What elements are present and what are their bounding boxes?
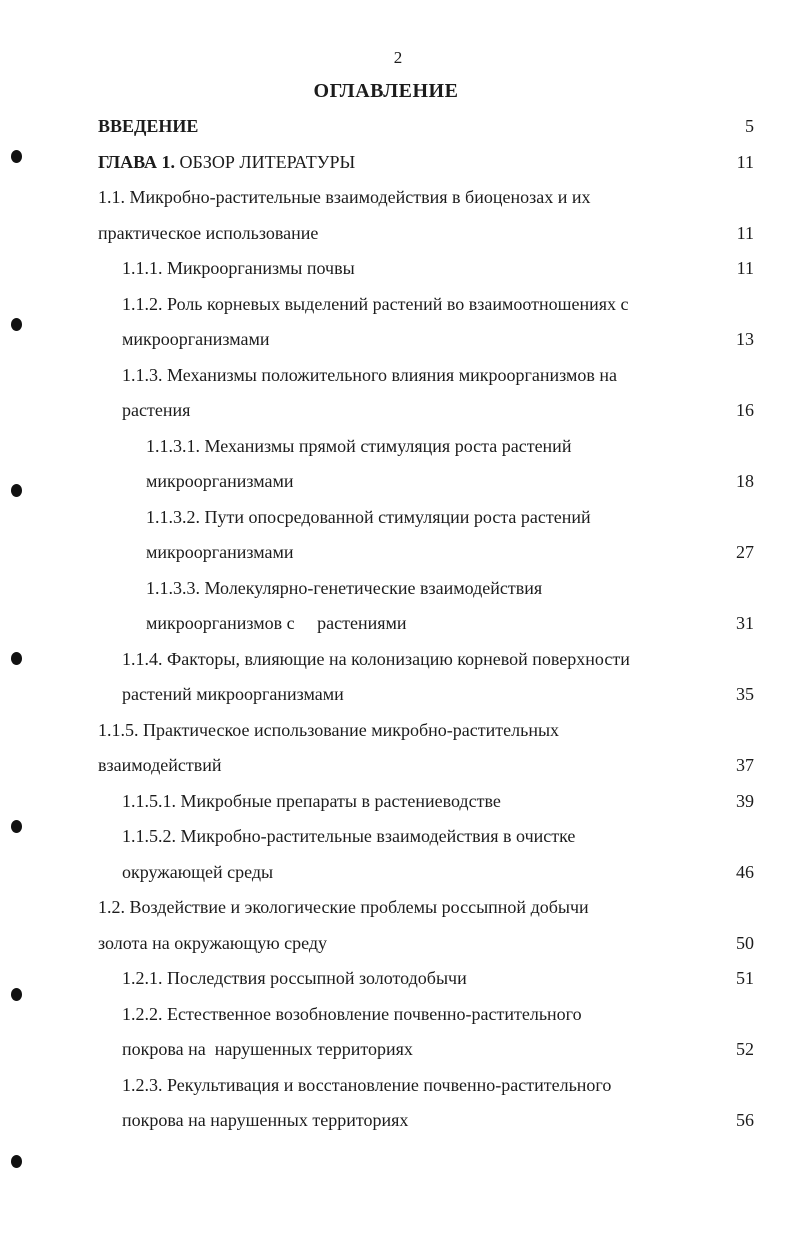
toc-entry-page: 37 — [736, 755, 754, 775]
toc-entry-1-1-3 — [0, 358, 796, 394]
toc-entry-label-line1: 1.1.3.1. Механизмы прямой стимуляция роста растений — [146, 435, 572, 456]
toc-entry-label-line2: микроорганизмами — [122, 329, 270, 349]
toc-entry-1-1-2-cont — [0, 322, 796, 358]
toc-entry-page: 31 — [736, 613, 754, 633]
toc-entry-label — [98, 145, 355, 181]
toc-entry-1-1-3-3-cont — [0, 606, 796, 642]
toc-entry-page: 50 — [736, 932, 754, 953]
toc-entry-page: 56 — [736, 1110, 754, 1130]
toc-entry-1-1-5-2 — [0, 819, 796, 855]
toc-entry-label-line1: 1.2.3. Рекультивация и восстановление почвенно-растительного — [122, 1074, 612, 1095]
toc-entry-label-line1: 1.1.3. Механизмы положительного влияния микроорганизмов на — [122, 364, 617, 385]
toc-entry-label: ВВЕДЕНИЕ — [98, 116, 199, 136]
toc-entry-1-2-3 — [0, 1068, 796, 1104]
toc-entry-page: 5 — [745, 116, 754, 136]
toc-entry-1-2-cont — [0, 926, 796, 962]
toc-entry-1-1-1 — [0, 251, 796, 287]
toc-entry-1-2-2 — [0, 997, 796, 1033]
toc-entry-label-line2: микроорганизмов с растениями — [146, 613, 407, 633]
toc-entry-label: 1.1.1. Микроорганизмы почвы — [122, 258, 355, 278]
toc-entry-label: 1.2.1. Последствия россыпной золотодобычи — [122, 968, 467, 988]
toc-entry-page: 27 — [736, 542, 754, 562]
toc-entry-label-line2: микроорганизмами — [146, 471, 294, 491]
toc-entry-label-line2: покрова на нарушенных территориях — [122, 1110, 409, 1130]
toc-entry-introduction — [0, 109, 796, 145]
toc-entry-1-1-3-2-cont — [0, 535, 796, 571]
toc-entry-1-2 — [0, 890, 796, 926]
toc-entry-label-line1: 1.2. Воздействие и экологические проблемы россыпной добычи — [98, 897, 589, 917]
toc-entry-1-1-3-1 — [0, 429, 796, 465]
toc-entry-label-line2: окружающей среды — [122, 861, 274, 882]
toc-entry-label-line2: практическое использование — [98, 222, 319, 243]
chapter-title: ОБЗОР ЛИТЕРАТУРЫ — [175, 151, 356, 172]
toc-entry-label-line2: покрова на нарушенных территориях — [122, 1039, 413, 1059]
toc-entry-1-1-cont — [0, 216, 796, 252]
toc-entry-label-line1: 1.2.2. Естественное возобновление почвенно-растительного — [122, 1003, 582, 1024]
toc-entry-label-line1: 1.1.4. Факторы, влияющие на колонизацию корневой поверхности — [122, 648, 630, 669]
toc-entry-page: 11 — [736, 222, 754, 243]
toc-entry-1-1-5-1 — [0, 784, 796, 820]
chapter-number: ГЛАВА 1. — [98, 151, 176, 172]
toc-title: ОГЛАВЛЕНИЕ — [313, 80, 459, 102]
toc-entry-page: 16 — [736, 400, 754, 420]
toc-entry-1-1-4-cont — [0, 677, 796, 713]
toc-entry-page: 11 — [736, 151, 754, 172]
toc-entry-label: 1.1.5.1. Микробные препараты в растениеводстве — [122, 790, 501, 811]
toc-entry-page: 39 — [736, 790, 754, 811]
toc-entry-label-line2: золота на окружающую среду — [98, 932, 328, 953]
toc-entry-1-1-2 — [0, 287, 796, 323]
toc-entry-1-1-5-2-cont — [0, 855, 796, 891]
toc-entry-1-1-5 — [0, 713, 796, 749]
punch-hole-mark — [11, 1155, 22, 1168]
toc-entry-page: 35 — [736, 684, 754, 704]
toc-entry-label-line2: микроорганизмами — [146, 542, 294, 562]
toc-entry-label-line1: 1.1.5. Практическое использование микробно-растительных — [98, 719, 560, 740]
toc-entry-page: 11 — [736, 258, 754, 278]
table-of-contents — [0, 109, 796, 1139]
toc-entry-1-1-3-1-cont — [0, 464, 796, 500]
toc-entry-page: 52 — [736, 1039, 754, 1059]
toc-entry-1-2-2-cont — [0, 1032, 796, 1068]
toc-entry-1-2-3-cont — [0, 1103, 796, 1139]
toc-entry-page: 46 — [736, 861, 754, 882]
toc-entry-page: 18 — [736, 471, 754, 491]
toc-entry-1-1-4 — [0, 642, 796, 678]
toc-entry-label-line1: 1.1. Микробно-растительные взаимодействия в биоценозах и их — [98, 187, 591, 207]
page-number: 2 — [393, 48, 403, 67]
toc-entry-1-1 — [0, 180, 796, 216]
toc-entry-label-line1: 1.1.3.3. Молекулярно-генетические взаимодействия — [146, 577, 543, 598]
toc-entry-label-line1: 1.1.3.2. Пути опосредованной стимуляции роста растений — [146, 506, 591, 527]
toc-entry-page: 51 — [736, 968, 754, 988]
toc-entry-1-1-3-2 — [0, 500, 796, 536]
toc-entry-1-1-5-cont — [0, 748, 796, 784]
toc-entry-page: 13 — [736, 329, 754, 349]
toc-entry-1-2-1 — [0, 961, 796, 997]
toc-entry-label-line1: 1.1.2. Роль корневых выделений растений во взаимоотношениях с — [122, 293, 629, 314]
toc-entry-label-line2: растений микроорганизмами — [122, 684, 344, 704]
toc-entry-label-line1: 1.1.5.2. Микробно-растительные взаимодействия в очистке — [122, 826, 576, 846]
toc-entry-chapter-1 — [0, 145, 796, 181]
toc-entry-1-1-3-cont — [0, 393, 796, 429]
toc-entry-label-line2: растения — [122, 400, 191, 420]
toc-entry-1-1-3-3 — [0, 571, 796, 607]
toc-entry-label-line2: взаимодействий — [98, 755, 222, 775]
